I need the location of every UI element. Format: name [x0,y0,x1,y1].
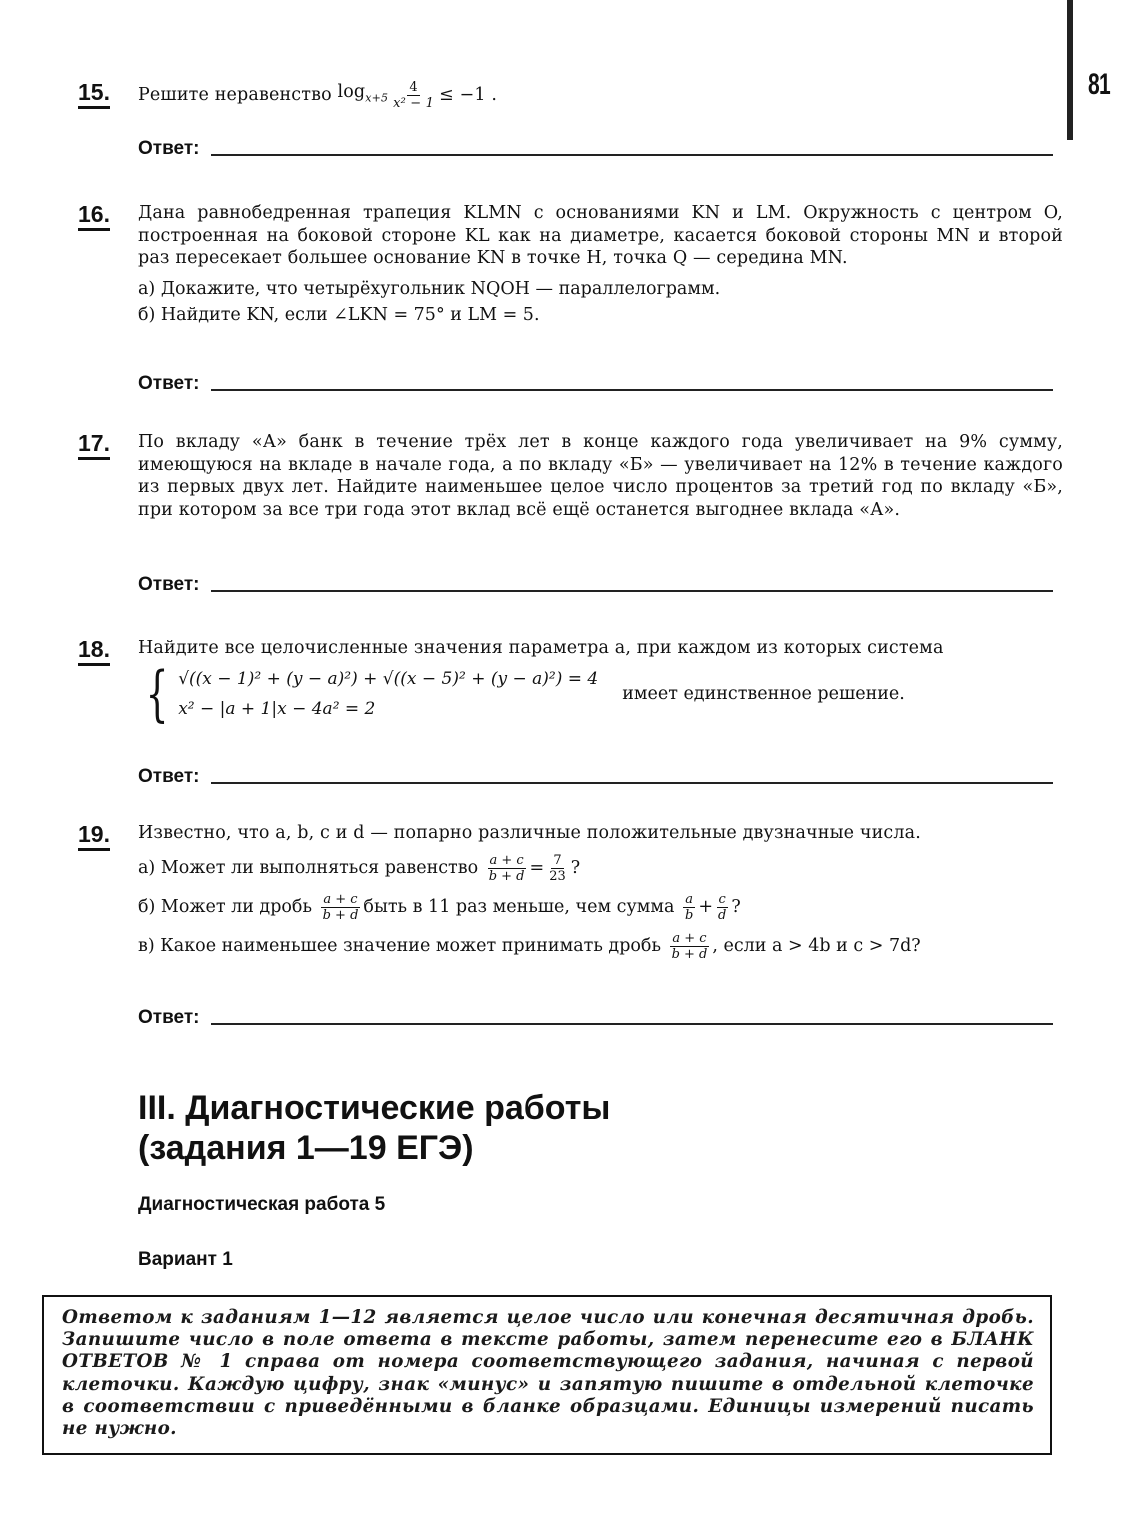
task-number: 18. [78,637,110,666]
system-equation-1: √((x − 1)² + (y − a)²) + √((x − 5)² + (y − a)²) = 4 [178,668,599,689]
page-number: 81 [1088,68,1110,101]
answer-line[interactable] [211,154,1053,156]
task-text: Дана равнобедренная трапеция KLMN с основаниями KN и LM. Окружность с центром O, построенная на боковой стороне KL как на диаметре, касается боковой стороны MN и второй раз пересекает большее основание KN в точке H, точка Q — середина MN. [138,203,1063,268]
task-text: Решите неравенство $\log_{x+5}$ $\frac{4}{\text{x² − 1}}$ ≤ −1 . [138,80,498,111]
task-part-a: а) Может ли выполняться равенство $\frac{a + c}{b + d}$ = $\frac{7}{23}$ ? [138,852,581,884]
task-text: Найдите все целочисленные значения параметра a, при каждом из которых система [138,638,944,658]
task-number: 17. [78,431,110,460]
answer-label: Ответ: [138,766,200,787]
answer-field-17[interactable] [138,574,1053,596]
fraction: $\frac{a + c}{b + d}$ [488,852,525,884]
system-tail-text: имеет единственное решение. [622,683,905,704]
page-edge-bar [1067,0,1073,140]
answer-line[interactable] [211,1023,1053,1025]
answer-field-15[interactable] [138,138,1053,160]
task-15 [78,80,1063,111]
task-19 [78,822,1063,962]
answer-line[interactable] [211,782,1053,784]
task-part-b: б) Может ли дробь $\frac{a + c}{b + d}$ быть в 11 раз меньше, чем сумма $\frac{a}{b}$ + $\frac{c}{d}$ ? [138,891,741,923]
answer-label: Ответ: [138,574,200,595]
answer-field-18[interactable] [138,766,1053,788]
answer-line[interactable] [211,389,1053,391]
task-16 [78,202,1063,326]
task-text: Известно, что a, b, c и d — попарно различные положительные двузначные числа. [138,823,921,843]
answer-label: Ответ: [138,138,200,159]
work-title: Диагностическая работа 5 [138,1194,386,1215]
answer-line[interactable] [211,590,1053,592]
system-brace: { [145,658,169,729]
answer-field-16[interactable] [138,373,1053,395]
equation-system [138,658,1063,729]
fraction: $\frac{4}{\text{x² − 1}}$ [393,80,435,111]
task-number: 15. [78,80,110,109]
task-18 [78,636,1063,729]
task-17 [78,431,1063,521]
variant-title: Вариант 1 [138,1249,233,1270]
task-part-c: в) Какое наименьшее значение может принимать дробь $\frac{a + c}{b + d}$ , если a > 4b и c > 7d? [138,930,921,962]
fraction: $\frac{a + c}{b + d}$ [671,930,708,962]
instructions-box: Ответом к заданиям 1—12 является целое число или конечная десятичная дробь. Запишите число в поле ответа в тексте работы, затем перенесите его в БЛАНК ОТВЕТОВ № 1 справа от номера соответствующего задания, начиная с первой клеточки. Каждую цифру, знак «минус» и запятую пишите в отдельной клеточке в соответствии с приведёнными в бланке образцами. Единицы измерений писать не нужно. [42,1295,1052,1455]
answer-label: Ответ: [138,373,200,394]
log-expression: $\log_{x+5}$ [337,82,389,105]
fraction: $\frac{a + c}{b + d}$ [322,891,359,923]
task-number: 19. [78,822,110,851]
task-part-b: б) Найдите KN, если ∠LKN = 75° и LM = 5. [138,304,540,325]
answer-label: Ответ: [138,1007,200,1028]
task-number: 16. [78,202,110,231]
fraction: $\frac{c}{d}$ [717,891,727,923]
task-text: По вкладу «А» банк в течение трёх лет в конце каждого года увеличивает на 9% сумму, имеющуюся на вкладе в начале года, а по вкладу «Б» — увеличивает на 12% в течение каждого из первых двух лет. Найдите наименьшее целое число процентов за третий год по вкладу «Б», при котором за все три года этот вклад всё ещё останется выгоднее вклада «А». [138,432,1063,520]
system-equation-2: x² − |a + 1|x − 4a² = 2 [178,698,376,719]
fraction: $\frac{a}{b}$ [684,891,694,923]
answer-field-19[interactable] [138,1007,1053,1029]
fraction: $\frac{7}{23}$ [549,852,566,884]
task-part-a: а) Докажите, что четырёхугольник NQOH — параллелограмм. [138,278,721,299]
section-title: III. Диагностические работы (задания 1—19 ЕГЭ) [138,1089,611,1167]
